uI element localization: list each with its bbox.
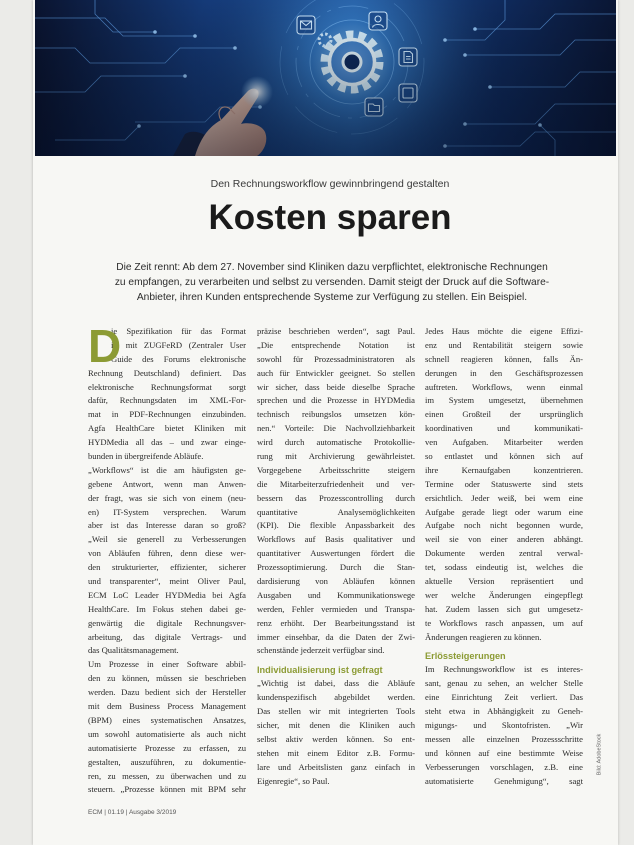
text-line: ren, zu messen, zu überwachen und zu [88,770,246,781]
text-line: schenstände jederzeit verfügbar sind. [257,645,385,656]
article-title: Kosten sparen [208,198,452,237]
text-line: messen alle einzelnen Prozessschritte [425,733,583,744]
text-line: im System umgesetzt, übernehmen [425,395,583,406]
text-line: Ausgaben und Kommunikationswege [257,589,415,600]
text-line: einen Großteil der ursprünglich [425,409,583,420]
text-line: Agfa HealthCare bietet Kliniken mit [88,423,246,434]
text-line: das Qualitätsmanagement. [88,645,179,656]
paragraph [257,325,415,658]
text-line: steht etwa in Abhängigkeit zu Geneh- [425,706,583,717]
text-line: Im Rechnungsworkflow ist es interes- [425,664,583,675]
text-line: Änderungen reagieren zu können. [425,631,542,642]
text-line: steuern. „Prozesse können mit BPM sehr [88,784,246,795]
text-line: nen.“ Vorteile: Die Nachvollziehbarkeit [257,423,415,434]
text-line: Aufgabe noch nicht begonnen wurde, [425,520,583,531]
text-column-2 [257,325,415,789]
text-line: werden, Fehler vermieden und Transpa- [257,603,415,614]
text-column-3 [425,325,583,789]
text-line: Eigenregie“, so Paul. [257,775,330,786]
text-line: technisch reibungslos umsetzen kön- [257,409,415,420]
article-lead [90,260,574,305]
text-line: Dokumente werden zentral verwal- [425,548,583,559]
text-line: en) IT-System versprechen. Warum [88,506,246,517]
text-line: um sowohl automatisierte als auch nicht [88,728,246,739]
text-line: mit dem Business Process Management [88,701,246,712]
text-line: derungen in den Geschäftsprozessen [425,367,583,378]
text-line: Das stellen wir mit integrierten Tools [257,706,415,717]
lead-line: zu empfangen, zu verarbeiten und selbst zu versenden. Damit steigt der Druck auf die Software- [114,277,550,288]
text-line: quantitativer Auswertungen fördert die [257,548,415,559]
text-line: tet, sodass eindeutig ist, welches die [425,562,583,573]
lead-line: Die Zeit rennt: Ab dem 27. November sind Kliniken dazu verpflichtet, elektronische Rechnungen [116,262,548,273]
text-line: Prozessoptimierung. Durch die Stan- [257,562,415,573]
text-line: genwärtig die digitale Rechnungsver- [88,617,246,628]
text-line: quantitative Analysemöglichkeiten [257,506,415,517]
section-heading: Individualisierung ist gefragt [257,665,383,676]
text-line: den strukturierter, effizienter, sicherer [88,562,246,573]
drop-cap: D [88,320,122,372]
text-line: werden. Dazu bedient sich der Hersteller [88,687,246,698]
text-line: auch für Entwickler geeignet. So stellen [257,367,415,378]
text-line: gestalten, auszuführen, zu dokumentie- [88,756,246,767]
text-line: „Die entsprechende Notation ist [257,339,415,350]
text-line: koordinativen und kommunikati- [425,423,583,434]
paragraph [88,658,246,797]
text-line: bunden in übergreifende Abläufe. [88,451,204,462]
text-line: stehen mit einem Editor z.B. Formu- [257,747,415,758]
text-line: HealthCare. Im Fokus stehen dabei ge- [88,603,246,614]
text-line: „Wichtig ist dabei, dass die Abläufe [257,678,415,689]
paragraph [425,663,583,788]
text-line: HYDMedia all das – und zwar einge- [88,437,246,448]
text-line: renz erhöht. Der Bearbeitungsstand ist [257,617,415,628]
text-line: von Abläufen führen, denn diese wer- [88,548,246,559]
text-line: aktuelle Version repräsentiert und [425,576,583,587]
text-line: ersichtlich. Jeder weiß, bei wem eine [425,492,583,503]
text-line: der fragt, was sie sich von einem (neu- [88,492,246,503]
text-line: mat in PDF-Rechnungen einzubinden. [88,409,246,420]
text-line: wird durch automatische Protokollie- [257,437,415,448]
text-line: hat. Zudem lassen sich gut umgesetz- [425,603,583,614]
text-line: automatisierte Prozesse zu erfassen, zu [88,742,246,753]
text-line: sicher, mit denen die Kliniken auch [257,720,415,731]
text-line: automatisierte Genehmigung“, sagt [425,775,583,786]
text-line: auftreten. Workflows, wenn einmal [425,381,583,392]
text-column-1 [88,320,246,797]
text-line: ihre Kernaufgaben konzentrieren. [425,464,583,475]
hero-image [35,0,616,156]
text-line: sowohl für Prozessadministratoren als [257,353,415,364]
text-line: Guide des Forums elektronische [111,353,246,364]
text-line: enz und Rentabilität steigern sowie [425,339,583,350]
text-line: bessern das Prozesscontrolling durch [257,492,415,503]
text-line: rung mit Archivierung gewährleistet. [257,451,415,462]
text-line: weil sie von einer anderen abhängt. [425,534,583,545]
text-line: den zu können, müssen sie beschrieben [88,673,246,684]
text-line: lare und Arbeitslisten ganz einfach in [257,761,415,772]
text-line: Rechnung Deutschland) definiert. Das [88,367,246,378]
text-line: „Weil sie generell zu Verbesserungen [88,534,246,545]
text-line: sprechen und die Prozesse in HYDMedia [257,395,415,406]
text-line: die Mitarbeiterzufriedenheit und ver- [257,478,415,489]
text-line: dardisierung von Abläufen können [257,576,415,587]
text-line: eine Einrichtung Zeit verliert. Das [425,692,583,703]
text-line: Verbesserungen vorschlagen, z.B. eine [425,761,583,772]
text-line: und können auf eine bestimmte Weise [425,747,583,758]
text-line: ECM LoC Leader HYDMedia bei Agfa [88,589,246,600]
text-line: ven Aufgaben. Mitarbeiter werden [425,437,583,448]
text-line: ie Spezifikation für das Format [111,326,246,336]
text-line: und transparenter“, meint Oliver Paul, [88,576,246,587]
text-line: Aufgabe gerade liegt oder warum eine [425,506,583,517]
lead-line: Anbieter, ihren Kunden entsprechende Systeme zur Verfügung zu stellen. Ein Beispiel. [136,292,528,303]
text-line: wir sicher, dass beide dieselbe Sprache [257,381,415,392]
paragraph [425,325,583,644]
text-line: elektronische Rechnungsformat sorgt [88,381,246,392]
text-line: Um Prozesse in einer Software abbil- [88,659,246,670]
text-line: so entlastet und können sich auf [425,451,583,462]
text-line: arbeitung, das digitale Vertrags- und [88,631,246,642]
text-line: wer welche Änderungen eingepflegt [425,589,583,600]
text-line: „Workflows“ ist die am häufigsten ge- [88,464,246,475]
article-kicker: Den Rechnungsworkflow gewinnbringend gestalten [210,178,450,190]
text-line: sant, genau zu sehen, an welcher Stelle [425,678,583,689]
text-line: selbst aktiv werden können. So ent- [257,733,415,744]
text-line: dafür, Rechnungsdaten im XML-For- [88,395,246,406]
text-line: Vorgegebene Arbeitsschritte steigern [257,464,415,475]
text-line: Termine oder Statuswerte sind stets [425,478,583,489]
paragraph [88,464,246,658]
text-line: ist mit ZUGFeRD (Zentraler User [111,339,246,350]
page-footer: ECM | 01.19 | Ausgabe 3/2019 [88,809,177,816]
text-line: gebene Antwort, wenn man Anwen- [88,478,246,489]
text-line: Jedes Haus möchte die eigene Effizi- [425,326,583,336]
text-line: migungs- und Skontofristen. „Wir [425,720,583,731]
image-credit: Bild: AdobeStock [596,733,603,776]
section-heading: Erlössteigerungen [425,651,506,662]
text-line: (KPI). Die flexible Anpassbarkeit des [257,520,415,531]
text-line: kundenspezifisch abgebildet werden. [257,692,415,703]
text-line: schnell reagieren können, falls Än- [425,353,583,364]
text-line: (BPM) eines systematischen Ansatzes, [88,714,246,725]
text-line: te Workflows rasch anpassen, um auf [425,617,583,628]
text-line: Workflows auf Basis qualitativer und [257,534,415,545]
text-line: aber ist das Interesse daran so groß? [88,520,246,531]
paragraph [257,677,415,788]
text-line: präzise beschrieben werden“, sagt Paul. [257,326,415,336]
text-line: immer einsehbar, da die Daten der Zwi- [257,631,415,642]
